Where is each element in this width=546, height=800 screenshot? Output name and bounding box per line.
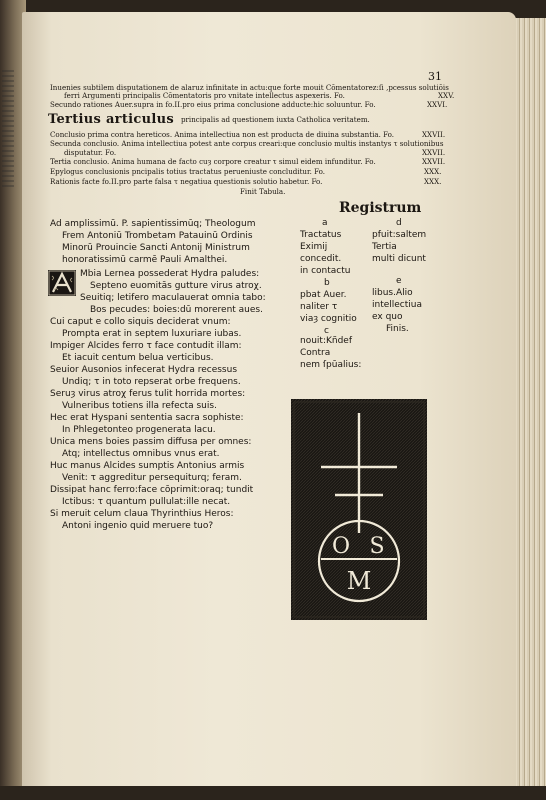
registrum-signature: c (324, 326, 329, 336)
registrum-entry: pfuit:saltem (372, 230, 427, 240)
registrum-entry: Tertia (372, 242, 397, 252)
poem-line: Prompta erat in septem luxuriare iubas. (62, 329, 242, 339)
folio-ref: XXVII. (422, 157, 446, 166)
index-line: Rationis facte fo.II.pro parte falsa τ negatiua questionis solutio habetur. Fo. (50, 177, 323, 186)
registrum-signature: b (324, 278, 330, 288)
page-block-edges (512, 18, 546, 790)
poem-line: Hec erat Hyspani sententia sacra sophiste: (50, 413, 244, 423)
device-letter: O (331, 534, 351, 559)
registrum-entry: concedit. (300, 254, 342, 264)
index-line: disputatur. Fo. (64, 148, 117, 157)
folio-ref: XXVI. (427, 100, 448, 109)
poem-line: Unica mens boies passim diffusa per omnes: (50, 437, 252, 447)
registrum-signature: a (322, 218, 328, 228)
poem-line: Venit: τ aggreditur persequiturq; feram. (62, 473, 242, 483)
registrum-entry: multi dicunt (372, 254, 426, 264)
registrum-entry: Eximij (300, 242, 328, 252)
poem-line: Septeno euomitās gutture virus atroχ. (90, 281, 262, 291)
folio-ref: XXV. (438, 91, 455, 100)
registrum-entry: intellectiua (372, 300, 423, 310)
registrum-entry: Tractatus (300, 230, 342, 240)
folio-ref: XXVII. (422, 130, 446, 139)
index-line: Inuenies subtilem disputationem de alaruz infinitate in actu:que forte mouit Cōmentatorez:ſi ,pcessus solutiōis (50, 83, 449, 92)
registrum-entry: Finis. (386, 324, 409, 334)
poem-line: Seuior Ausonios infecerat Hydra recessus (50, 365, 238, 375)
poem-line: Et iacuit centum belua verticibus. (62, 353, 214, 363)
article-heading: Tertius articulus (48, 112, 174, 127)
registrum-entry: pbat Auer. (300, 290, 347, 300)
article-heading-tail: principalis ad questionem iuxta Catholica veritatem. (181, 115, 370, 124)
finis-tabule: Finit Tabula. (240, 187, 286, 196)
folio-ref: XXX. (424, 167, 442, 176)
index-line: Epylogus conclusionis pncipalis totius tractatus perueniuste concluditur. Fo. (50, 167, 326, 176)
poem-line: In Phlegetonteo progenerata lacu. (62, 425, 216, 435)
poem-line: Dissipat hanc ferro:face cōprimit:oraq; tundit (50, 485, 254, 495)
dedication-line: Frem Antoniū Trombetam Patauinū Ordinis (62, 231, 253, 241)
poem-line: Mbia Lernea possederat Hydra paludes: (80, 269, 260, 279)
registrum-entry: nem ſpūalius: (300, 360, 362, 370)
index-line: Conclusio prima contra hereticos. Anima intellectiua non est producta de diuina substantia. Fo. (50, 130, 395, 139)
registrum-signature: d (396, 218, 402, 228)
poem-line: Vulneribus totiens illa refecta suis. (62, 401, 217, 411)
registrum-entry: libus.Alio (372, 288, 413, 298)
registrum-entry: nouit:Kñdef (300, 336, 353, 346)
device-letter: S (369, 534, 385, 559)
poem-line: Atq; intellectus omnibus vnus erat. (62, 449, 220, 459)
folio-ref: XXX. (424, 177, 442, 186)
svg-text:A: A (48, 270, 49, 271)
dedication-line: Ad amplissimū. P. sapientissimūq; Theologum (50, 219, 256, 229)
poem-line: Undiq; τ in toto repserat orbe frequens. (62, 377, 241, 387)
decorated-initial (48, 270, 76, 296)
printers-device-woodcut (291, 399, 427, 620)
poem-line: Antoni ingenio quid meruere tuo? (62, 521, 214, 531)
index-line: Secundo rationes Auer.supra in fo.II.pro eius prima conclusione adducte:hic soluuntur. Fo. (50, 100, 376, 109)
poem-line: Seuitiq; letifero maculauerat omnia tabo: (80, 293, 266, 303)
poem-line: Si meruit celum claua Thyrinthius Heros: (50, 509, 234, 519)
poem-line: Ictibus: τ quantum pullulat:ille necat. (62, 497, 231, 507)
registrum-signature: e (396, 276, 402, 286)
poem-line: Huc manus Alcides sumptis Antonius armis (50, 461, 245, 471)
poem-line: Impiger Alcides ferro τ face contudit illam: (50, 341, 242, 351)
index-line: Tertia conclusio. Anima humana de facto cuȝ corpore creatur τ simul eidem infunditur. Fo. (50, 157, 376, 166)
registrum-entry: naliter τ (300, 302, 338, 312)
folio-ref: XXVII. (422, 148, 446, 157)
registrum-entry: viaȝ cognitio (300, 314, 357, 324)
registrum-entry: Contra (300, 348, 331, 358)
poem-line: Seruȝ virus atroχ ferus tulit horrida mortes: (50, 389, 246, 399)
folio-number: 31 (428, 70, 442, 83)
dedication-line: honoratissimū carmē Pauli Amalthei. (62, 255, 228, 265)
registrum-title: Registrum (339, 200, 422, 216)
device-letter: M (346, 567, 372, 595)
index-line: ferri Argumenti principalis Cōmentatoris pro vnitate intellectus aspexeris. Fo. (64, 91, 345, 100)
poem-line: Bos pecudes: boies:dū morerent aues. (90, 305, 263, 315)
poem-line: Cui caput e collo siquis deciderat vnum: (50, 317, 231, 327)
registrum-entry: in contactu (300, 266, 351, 276)
dedication-line: Minorū Prouincie Sancti Antonij Ministrum (62, 243, 250, 253)
index-line: Secunda conclusio. Anima intellectiua potest ante corpus creari:que conclusio multis instantys τ solutionibus (50, 139, 444, 148)
registrum-entry: ex quo (372, 312, 403, 322)
